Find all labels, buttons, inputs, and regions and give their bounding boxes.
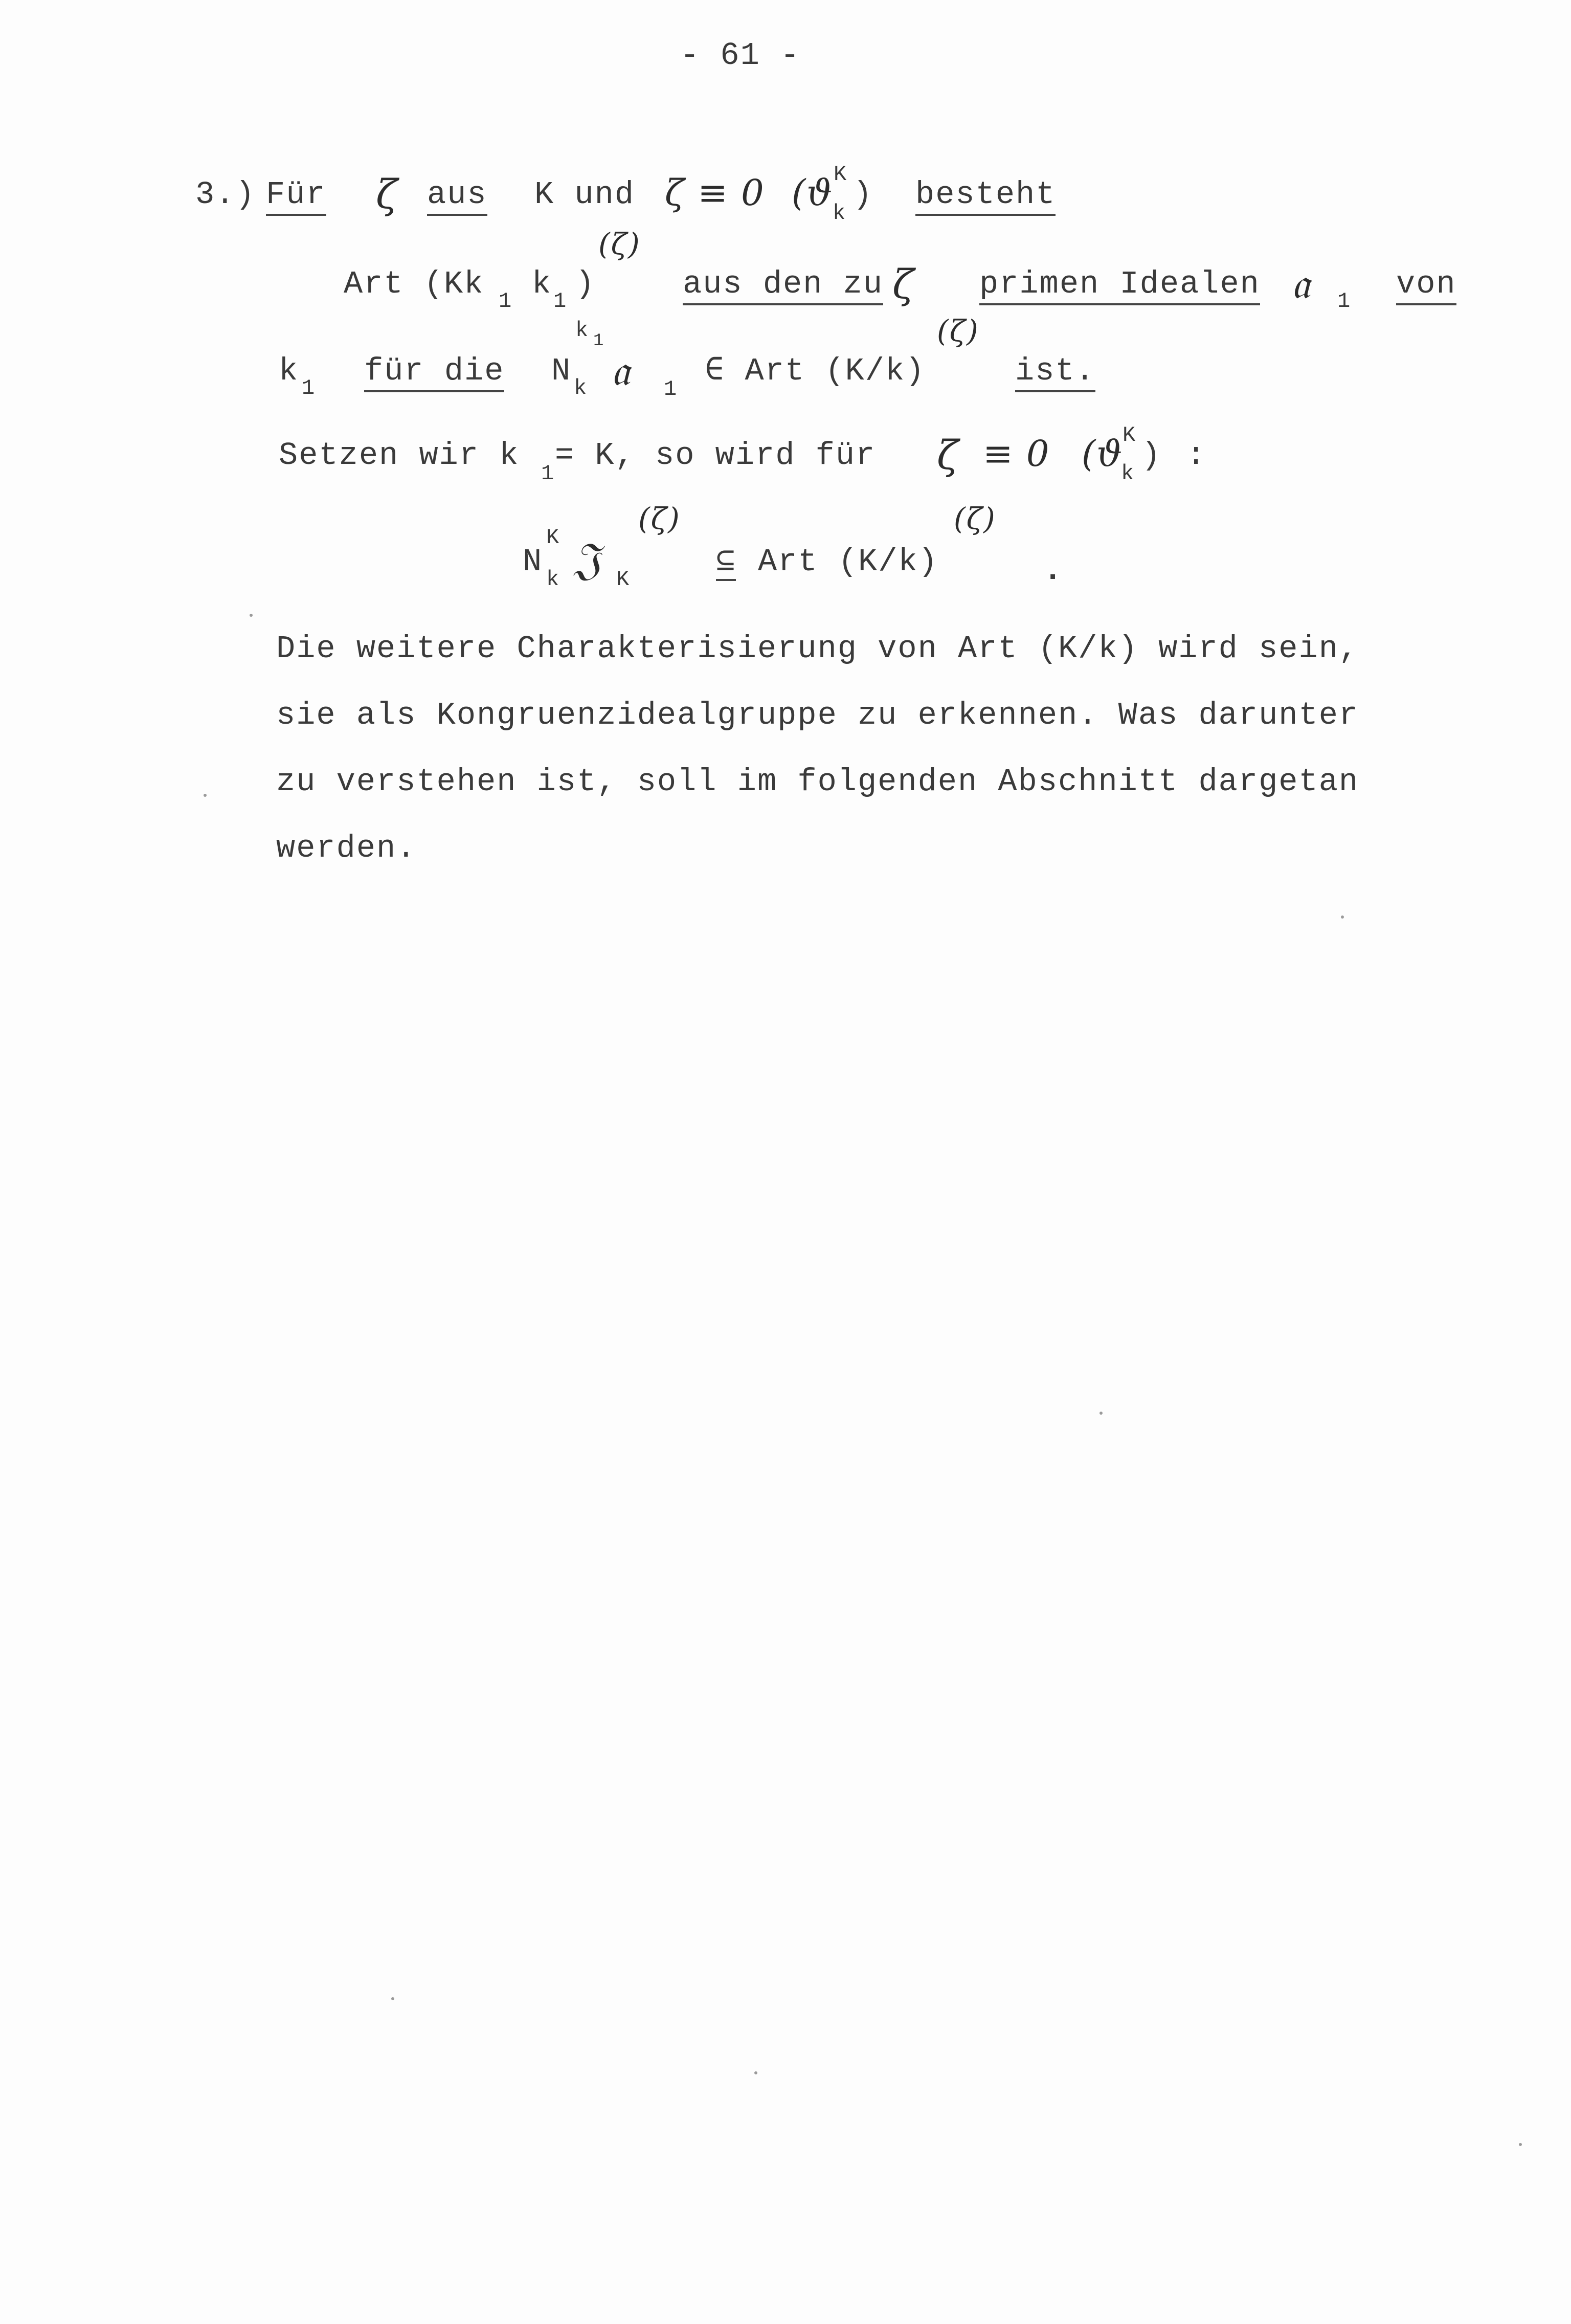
- setzen-different-sup: K: [1123, 423, 1137, 448]
- setzen-colon: :: [1186, 437, 1207, 474]
- setzen-text-a: Setzen wir k: [279, 437, 520, 474]
- zeta-superscript-2: (ζ): [937, 314, 979, 348]
- k-subscript: 1: [302, 376, 316, 400]
- scan-speck: [204, 794, 207, 797]
- text-fur-die: für die: [364, 355, 504, 392]
- setzen-congruence: ≡ 0: [983, 433, 1050, 475]
- subscript-1b: 1: [553, 289, 568, 314]
- text-close-paren: ): [575, 266, 596, 302]
- norm-sup: k: [575, 318, 590, 343]
- scan-speck: [391, 1997, 394, 2000]
- formula-norm-sup: K: [546, 525, 560, 550]
- text-primen-idealen: primen Idealen: [979, 269, 1260, 305]
- setzen-k-subscript: 1: [541, 461, 555, 486]
- subscript-1a: 1: [499, 289, 513, 314]
- different-open: (ϑ: [792, 172, 834, 214]
- formula-subset: ⊆: [716, 544, 736, 580]
- text-von: von: [1396, 269, 1456, 305]
- different-close: ): [853, 176, 873, 213]
- formula-ideal-group-sub: K: [616, 567, 631, 592]
- zeta-symbol-2: ζ: [892, 262, 915, 308]
- setzen-different-open: (ϑ: [1082, 433, 1124, 475]
- setzen-text-b: = K, so wird für: [555, 437, 876, 474]
- scan-speck: [1519, 2143, 1522, 2146]
- formula-norm-sub: k: [546, 567, 560, 592]
- different-sub: k: [833, 201, 847, 226]
- norm-symbol: N: [551, 353, 572, 389]
- text-art-kk: Art (Kk: [344, 266, 484, 302]
- formula-zeta-sup-1: (ζ): [638, 501, 681, 536]
- text-k: k: [279, 353, 299, 389]
- norm-sup-sub: 1: [593, 331, 605, 351]
- zeta-symbol: ζ: [376, 172, 399, 218]
- text-fur: Für: [266, 179, 326, 216]
- setzen-different-sub: k: [1121, 461, 1135, 486]
- text-k-und: K und: [534, 176, 635, 213]
- congruence: ζ ≡ 0: [665, 172, 765, 214]
- item-number: 3.): [195, 176, 256, 213]
- page-number: - 61 -: [680, 37, 801, 74]
- ideal-symbol-2: 𝔞: [611, 345, 631, 395]
- text-besteht: besteht: [915, 179, 1056, 216]
- text-aus: aus: [427, 179, 487, 216]
- zeta-superscript: (ζ): [598, 227, 641, 261]
- ideal-symbol: 𝔞: [1291, 258, 1311, 308]
- ideal-subscript: 1: [1337, 289, 1352, 314]
- scan-speck: [1099, 1412, 1103, 1415]
- formula-period: .: [1043, 552, 1064, 589]
- scan-speck: [250, 614, 253, 617]
- scan-speck: [1341, 915, 1344, 919]
- paragraph-line-3: zu verstehen ist, soll im folgenden Abschnitt dargetan: [276, 764, 1359, 800]
- setzen-zeta: ζ: [937, 433, 960, 479]
- formula-ideal-group: 𝔍: [574, 533, 602, 585]
- paragraph-line-4: werden.: [276, 830, 417, 866]
- scan-speck: [754, 2071, 757, 2074]
- formula-zeta-sup-2: (ζ): [954, 501, 996, 536]
- text-k1: k: [532, 266, 552, 302]
- text-elem-art: ∈ Art (K/k): [705, 353, 926, 389]
- ideal-subscript-2: 1: [664, 377, 678, 401]
- formula-norm: N: [523, 544, 543, 580]
- setzen-different-close: ): [1141, 437, 1162, 474]
- different-sup: K: [834, 162, 848, 187]
- paragraph-line-1: Die weitere Charakterisierung von Art (K/k) wird sein,: [276, 631, 1359, 667]
- formula-art: Art (K/k): [758, 544, 938, 580]
- text-aus-den-zu: aus den zu: [683, 269, 883, 305]
- paragraph-line-2: sie als Kongruenzidealgruppe zu erkennen. Was darunter: [276, 697, 1359, 733]
- norm-subscript: k: [574, 376, 588, 400]
- text-ist: ist.: [1015, 355, 1095, 392]
